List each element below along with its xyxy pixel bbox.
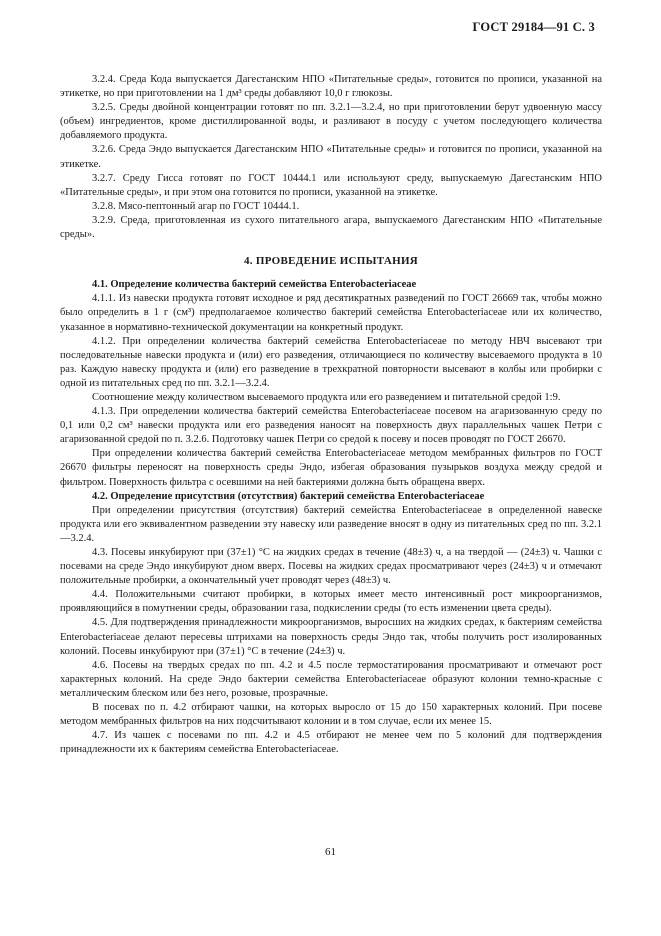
paragraph-4-7: 4.7. Из чашек с посевами по пп. 4.2 и 4.5 отбирают не менее чем по 5 колоний для подтверждения принадлежности их к бактериям семейства Enterobacteriaceae. [60,730,602,756]
paragraph-3-2-8: 3.2.8. Мясо-пептонный агар по ГОСТ 10444.1. [92,200,300,212]
paragraph-colony-count: В посевах по п. 4.2 отбирают чашки, на которых выросло от 15 до 150 характерных колоний. При посеве методом мембранных фильтров на них подсчитывают колонии и в том случае, если их менее 15. [60,702,602,728]
paragraph-3-2-4: 3.2.4. Среда Кода выпускается Дагестанским НПО «Питательные среды», готовится по прописи, указанной на этикетке, но при приготовлении на 1 дм³ среды добавляют 10,0 г глюкозы. [60,74,602,100]
paragraph-3-2-5: 3.2.5. Среды двойной концентрации готовят по пп. 3.2.1—3.2.4, но при приготовлении берут удвоенную массу (объем) ингредиентов, кроме дистиллированной воды, и разливают в посуду с учетом последующего количества добавляемого продукта. [60,102,602,142]
paragraph-4-2-text: При определении присутствия (отсутствия) бактерий семейства Enterobacteriaceae в определенной навеске продукта или его эквивалентном разведении эту навеску или разведение вносят в одну из питательных сред по пп. 3.2.1—3.2.4. [60,504,602,544]
paragraph-3-2-6: 3.2.6. Среда Эндо выпускается Дагестанским НПО «Питательные среды» и готовится по прописи, указанной на этикетке. [60,144,602,170]
subsection-title-4-2: 4.2. Определение присутствия (отсутствия) бактерий семейства Enterobacteriaceae [92,490,485,502]
paragraph-4-1-3: 4.1.3. При определении количества бактерий семейства Enterobacteriaceae посевом на агаризованную среду по 0,1 или 0,2 см³ навески продукта или его разведения наносят на поверхность двух параллельных чашек Петри с агаризованной средой по п. 3.2.6. Подготовку чашек Петри со средой к посеву и посев проводят по ГОСТ 26670. [60,406,602,446]
paragraph-4-1-1: 4.1.1. Из навески продукта готовят исходное и ряд десятикратных разведений по ГОСТ 26669 так, чтобы можно было определить в 1 г (см³) предполагаемое количество бактерий семейства Enterobacteriaceae или их количество, указанное в нормативно-технической документации на конкретный продукт. [60,293,602,333]
paragraph-4-3: 4.3. Посевы инкубируют при (37±1) °С на жидких средах в течение (48±3) ч, а на твердой — (24±3) ч. Чашки с посевами на среде Эндо инкубируют дном вверх. Посевы на жидких средах просматривают через (24±3) ч и отмечают положительные пробирки, а окончательный учет проводят через (48±3) ч. [60,547,602,587]
paragraph-3-2-9: 3.2.9. Среда, приготовленная из сухого питательного агара, выпускаемого Дагестанским НПО «Питательные среды». [60,214,602,241]
paragraph-membrane-filters: При определении количества бактерий семейства Enterobacteriaceae методом мембранных фильтров по ГОСТ 26670 фильтры переносят на поверхность среды Эндо, избегая образования пузырьков воздуха между средой и фильтром. Поверхность фильтра с осевшими на ней бактериями должна быть обращена вверх. [60,448,602,488]
paragraph-4-6: 4.6. Посевы на твердых средах по пп. 4.2 и 4.5 после термостатирования просматривают и отмечают рост характерных колоний. На среде Эндо бактерии семейства Enterobacteriaceae образуют колонии темно-красные с металлическим блеском или без него, розовые, прозрачные. [60,659,602,699]
paragraph-3-2-7: 3.2.7. Среду Гисса готовят по ГОСТ 10444.1 или используют среду, выпускаемую Дагестанским НПО «Питательные среды», и при этом она готовится по прописи, указанной на этикетке. [60,172,602,198]
page-content [60,73,602,757]
paragraph-4-5: 4.5. Для подтверждения принадлежности микроорганизмов, выросших на жидких средах, к бактериям семейства Enterobacteriaceae делают пересевы штрихами на поверхность среды Эндо так, чтобы получить рост изолированных колоний. Посевы инкубируют при (37±1) °С в течение (24±3) ч. [60,617,602,657]
section-title: 4. ПРОВЕДЕНИЕ ИСПЫТАНИЯ [243,255,419,268]
subsection-title-4-1: 4.1. Определение количества бактерий семейства Enterobacteriaceae [92,279,417,291]
paragraph-4-1-2: 4.1.2. При определении количества бактерий семейства Enterobacteriaceae по методу НВЧ высевают три последовательные навески продукта и (или) его разведения, отличающиеся по количеству высеваемого продукта в 10 раз. Каждую навеску продукта и (или) его разведение в трехкратной повторности высевают в колбы или пробирки с одной из питательных сред по пп. 3.2.1—3.2.4. [60,335,602,389]
paragraph-ratio: Соотношение между количеством высеваемого продукта или его разведением и питательной средой 1:9. [92,391,561,403]
page-header: ГОСТ 29184—91 С. 3 [472,20,595,34]
page-number: 61 [325,846,336,858]
paragraph-4-4: 4.4. Положительными считают пробирки, в которых имеет место интенсивный рост микроорганизмов, проявляющийся в помутнении среды, образовании газа, подкислении среды (то есть изменении цвета среды). [60,589,602,615]
